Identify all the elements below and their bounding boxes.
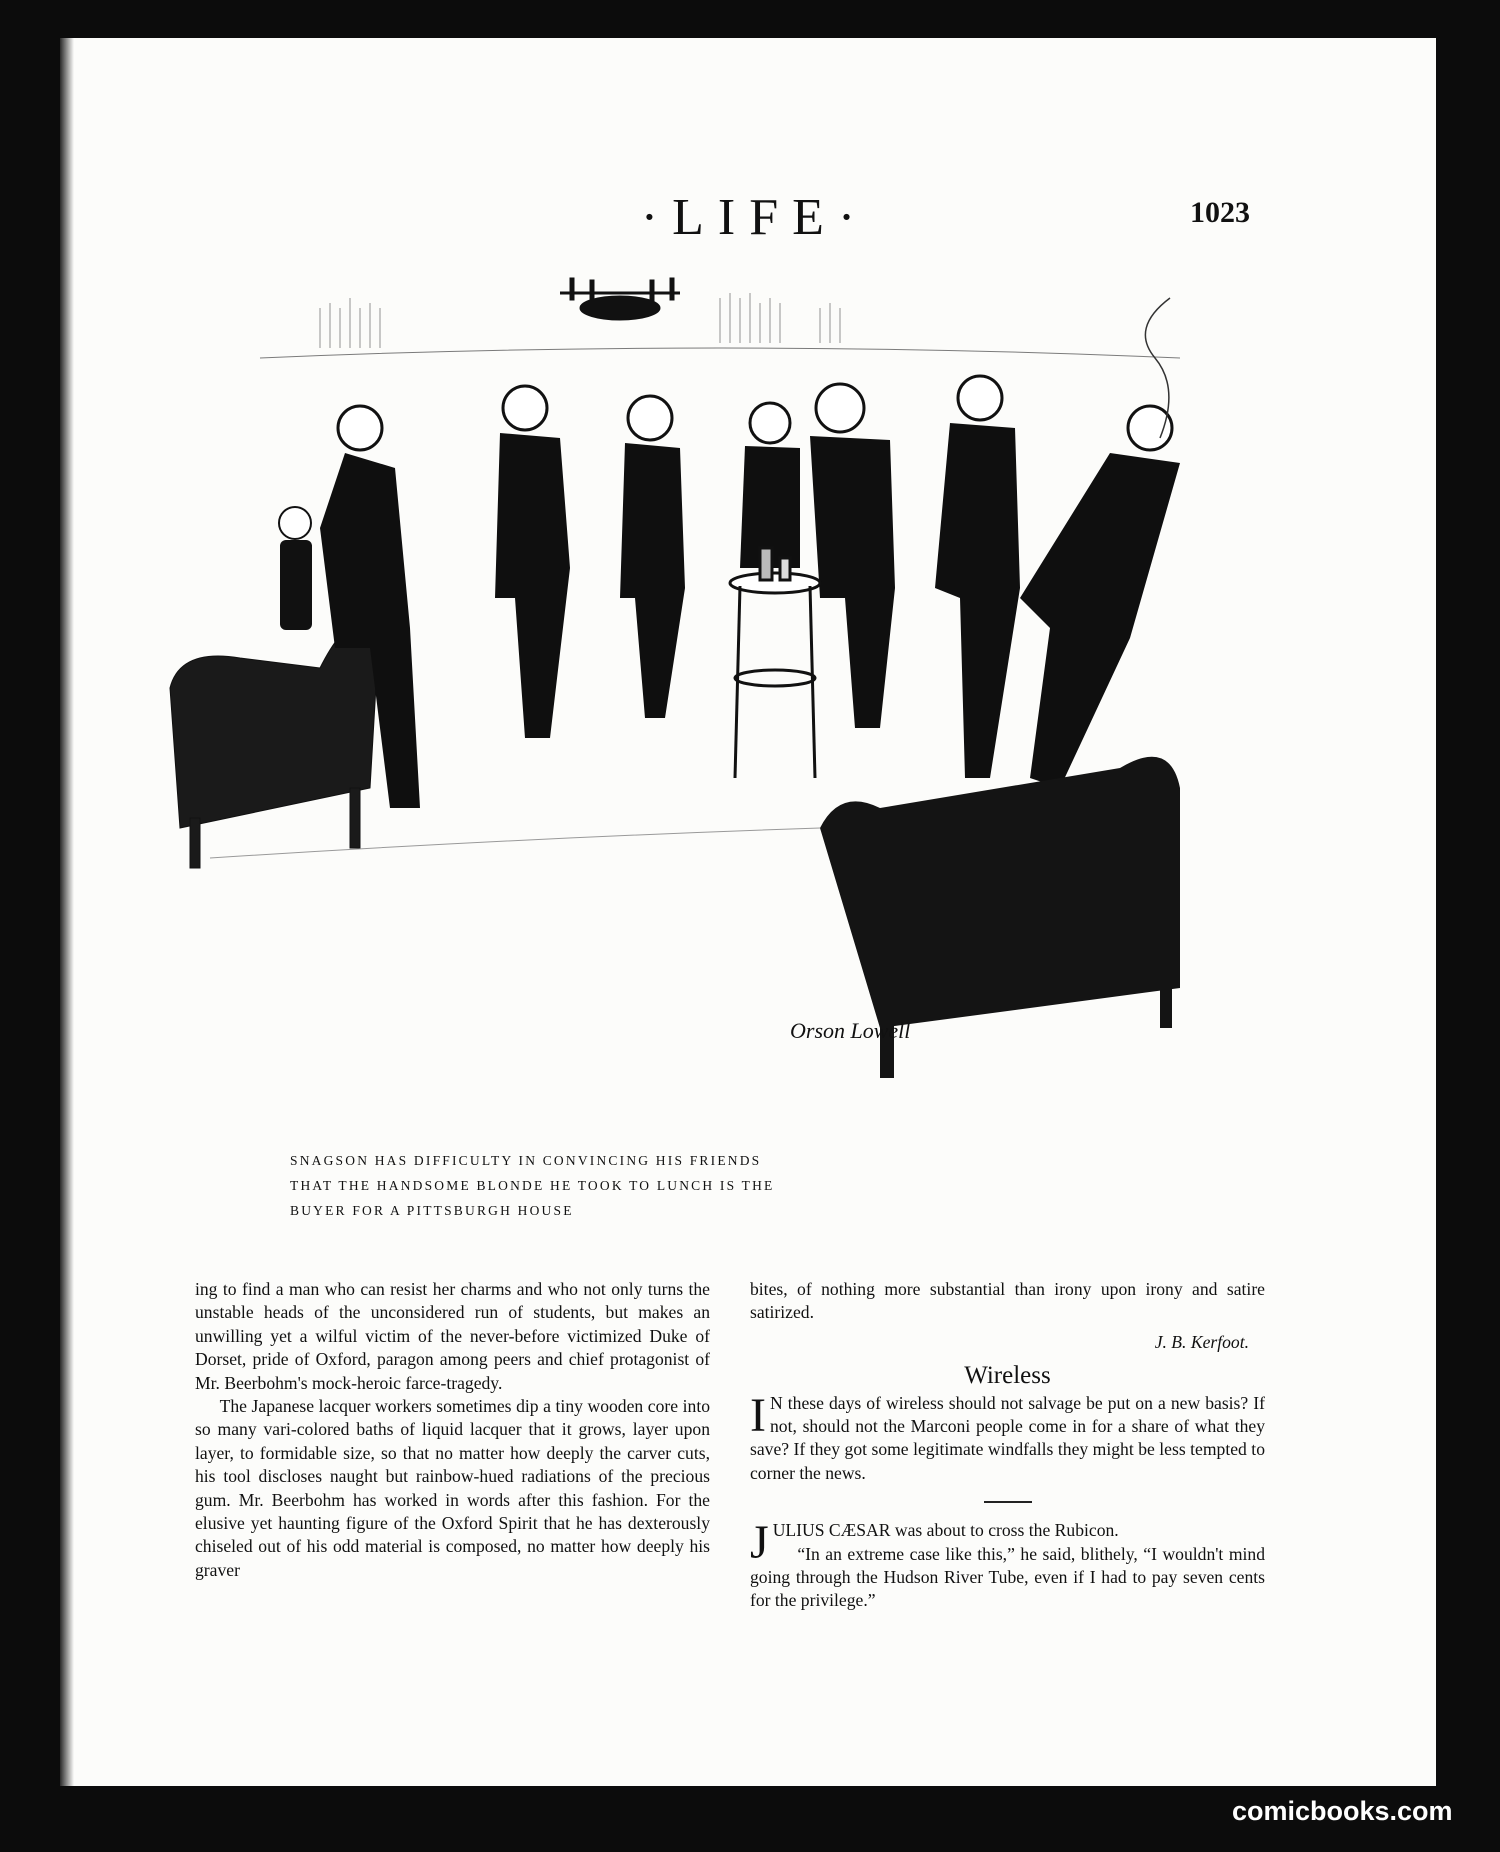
caesar-quote: “In an extreme case like this,” he said, blithely, “I wouldn't mind going through the Hudson River Tube, even if I had to pay seven cents for the privilege.” (750, 1543, 1265, 1611)
side-table (730, 548, 820, 778)
page-spine-shadow (60, 38, 74, 1786)
illustration-caption (290, 1148, 850, 1223)
caption-line: BUYER FOR A PITTSBURGH HOUSE (290, 1203, 574, 1218)
floor-shading (210, 828, 820, 858)
caption-line: THAT THE HANDSOME BLONDE HE TOOK TO LUNCH IS THE (290, 1178, 775, 1193)
site-watermark: comicbooks.com (1232, 1796, 1453, 1826)
author-byline: J. B. Kerfoot. (1154, 1331, 1249, 1352)
page-boy-figure (279, 507, 312, 630)
left-text-column (195, 1278, 710, 1582)
wireless-paragraph (750, 1388, 1265, 1486)
drop-cap: I (750, 1388, 766, 1442)
article-heading: Wireless (964, 1362, 1051, 1390)
chandelier-drawing (560, 278, 680, 320)
background-hatching (260, 293, 1180, 358)
cartoon-illustration (120, 268, 1380, 1228)
masthead-title: ·LIFE· (640, 189, 870, 246)
caption-line: SNAGSON HAS DIFFICULTY IN CONVINCING HIS FRIENDS (290, 1153, 762, 1168)
page-header (60, 188, 1436, 248)
section-divider (984, 1501, 1032, 1503)
artist-signature: Orson Lowell (790, 1018, 911, 1043)
body-paragraph: bites, of nothing more substantial than irony upon irony and satire satirized. (750, 1279, 1265, 1323)
page-number: 1023 (1190, 196, 1250, 229)
drop-cap: J (750, 1516, 769, 1570)
caesar-paragraph (750, 1516, 1265, 1570)
body-paragraph: ing to find a man who can resist her charms and who not only turns the unstable heads of the unconsidered run of students, but makes an unwilling yet a wilful victim of the never-before victimized Duke of Dorset, pride of Oxford, paragon among peers and chief protagonist of Mr. Beerbohm's mock-heroic farce-tragedy. (195, 1279, 710, 1393)
right-text-column (750, 1278, 1265, 1613)
body-paragraph: The Japanese lacquer workers sometimes dip a tiny wooden core into so many vari-colored baths of liquid lacquer that it grows, layer upon layer, to formidable size, so that no matter how deeply the carver cuts, his tool discloses naught but rainbow-hued radiations of the precious gum. Mr. Beerbohm has worked in words after this fashion. For the elusive yet haunting figure of the Oxford Spirit that he has dexterously chiseled out of his odd material is composed, no matter how deeply his graver (195, 1396, 710, 1580)
wireless-text: N these days of wireless should not salvage be put on a new basis? If not, should not the Marconi people come in for a share of what they save? If they got some legitimate windfalls they might be less tempted to corner the news. (750, 1392, 1265, 1483)
caesar-text: ULIUS CÆSAR was about to cross the Rubicon. (772, 1520, 1119, 1541)
magazine-page (60, 38, 1436, 1786)
left-armchair (170, 617, 380, 868)
